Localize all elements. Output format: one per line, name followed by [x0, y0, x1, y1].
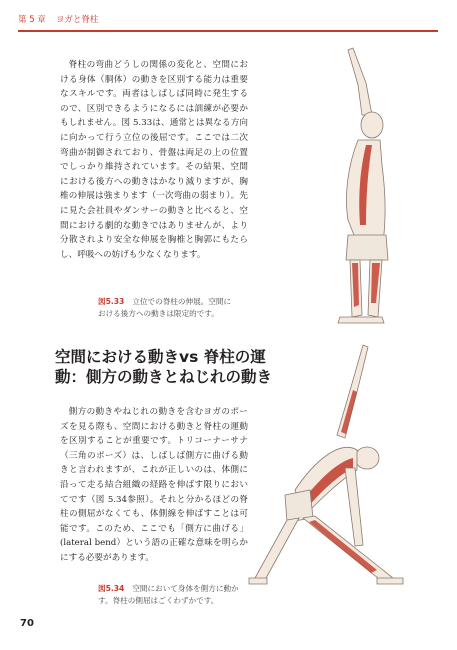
section-heading: 空間における動きvs 脊柱の運動：側方の動きとねじれの動き: [55, 348, 273, 386]
body-text-1: [60, 58, 248, 262]
figure-5-33-caption: [98, 296, 238, 320]
head: [355, 447, 379, 469]
feet: [249, 578, 403, 584]
chapter-title: ヨガと脊柱: [55, 15, 99, 25]
paragraph-1: 脊柱の弯曲どうしの関係の変化と、空間における身体（胴体）の動きを区別する能力は重要なスキルです。両者はしばしば同時に発生するので、区別できるようになるには訓練が必要かもしれません。図 5.33は、通常とは異なる方向に向かって行う立位の後屈です。ここでは二次弯曲が制御されており、骨盤は両足の上の位置でしっかり維持されています。その結果、空間における後方への動きはかなり減りますが、胸椎の伸展は強まります（一次弯曲の弱まり）。先に見た会社員やダンサーの動きと比べると、空間における劇的な動きではありませんが、より分散されより安全な伸展を胸椎と胸郭にもたらし、呼吸への妨げも少なくなります。: [60, 60, 248, 260]
chapter-label: 第 5 章: [18, 15, 46, 25]
back-leg: [255, 518, 299, 580]
figure-5-34-illustration: [245, 340, 435, 590]
running-header: [18, 12, 438, 26]
figure-number: 図5.33: [98, 297, 125, 306]
head: [361, 112, 383, 138]
front-leg-muscle: [309, 520, 377, 573]
body-text-2: [60, 405, 248, 566]
figure-5-33-illustration: [300, 45, 450, 325]
raised-arm: [348, 48, 372, 115]
header-rule: [18, 30, 438, 32]
lower-arm: [345, 468, 363, 546]
caption-text: 立位での脊柱の伸展。空間における後方への動きは限定的です。: [98, 297, 232, 318]
caption-text: 空間において身体を側方に動かす。脊柱の側屈はごくわずかです。: [98, 584, 239, 605]
paragraph-2: 側方の動きやねじれの動きを含むヨガのポーズを見る際も、空間における動きと脊柱の運動を区別することが重要です。トリコーナーサナ（三角のポーズ）は、しばしば側方に曲げる動きと言われますが、これが正しいのは、体側に沿って走る結合組織の経路を伸ばす限りにおいてです（図 5.34参照）。それと分かるほどの脊柱の側屈がなくても、体側線を伸ばすことは可能です。このため、ここでも「側方に曲げる」(lateral bend）という語の正確な意味を明らかにする必要があります。: [60, 407, 248, 563]
pelvis: [346, 235, 388, 260]
feet: [338, 317, 384, 323]
figure-5-34-caption: [98, 583, 243, 607]
raised-arm: [337, 345, 368, 438]
figure-number: 図5.34: [98, 584, 125, 593]
page-number: 70: [20, 618, 34, 629]
